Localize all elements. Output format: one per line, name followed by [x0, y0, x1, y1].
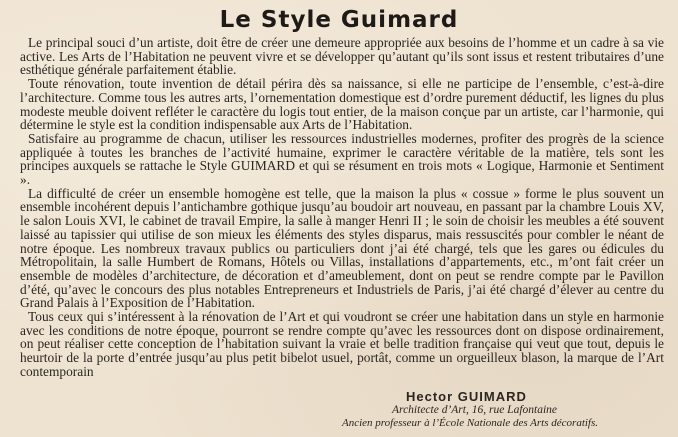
paragraph-4: La difficulté de créer un ensemble homogène est telle, que la maison la plus « cossue » forme le plus souvent un ensemble incohérent depuis l’antichambre gothique jusqu’au boudoir art nouveau, en passant par la chambre Louis XV, le salon Louis XVI, le cabinet de travail Empire, la salle à manger Henri II ; le soin de choisir les meubles a été souvent laissé au tapissier qui utilise de son mieux les éléments des styles disparus, mais ressuscités pour combler le néant de notre époque. Les nombreux travaux publics ou particuliers dont j’ai été chargé, tels que les gares ou édicules du Métropolitain, la salle Humbert de Romans, Hôtels ou Villas, installations d’appartements, etc., m’ont fait créer un ensemble de modèles d’architecture, de décoration et d’ameublement, dont on peut se rendre compte par le Pavillon d’été, qu’avec le concours des plus notables Entrepreneurs et Industriels de Paris, j’ai été chargé d’élever au centre du Grand Palais à l’Exposition de l’Habitation.: [20, 185, 664, 311]
paragraph-1: Le principal souci d’un artiste, doit être de créer une demeure appropriée aux besoins de l’homme et un cadre à sa vie active. Les Arts de l’Habitation ne peuvent vivre et se développer qu’autant qu’ils sont issus et restent tributaires d’une esthétique générale parfaitement établie.: [20, 35, 664, 78]
document-title: Le Style Guimard: [219, 7, 459, 33]
signature-title: Ancien professeur à l’École Nationale des Arts décoratifs.: [342, 417, 599, 429]
signature-address: Architecte d’Art, 16, rue Lafontaine: [392, 404, 558, 416]
paragraph-3: Satisfaire au programme de chacun, utiliser les ressources industrielles modernes, profiter des progrès de la science appliquée à toutes les branches de l’activité humaine, exprimer le caractère véritable de la matière, tels sont les principes auxquels se rattache le Style GUIMARD et qui se résument en trois mots « Logique, Harmonie et Sentiment ».: [20, 130, 664, 188]
paragraph-5: Tous ceux qui s’intéressent à la rénovation de l’Art et qui voudront se créer une habitation dans un style en harmonie avec les conditions de notre époque, pourront se rendre compte qu’avec les ressources dont on dispose ordinairement, on peut réaliser cette conception de l’habitation suivant la vraie et belle tradition française qui veut que tout, depuis le heurtoir de la porte d’entrée jusqu’au plus petit bibelot usuel, portât, comme un orgueilleux blason, la marque de l’Art contemporain: [20, 309, 664, 379]
signature-name: Hector GUIMARD: [406, 389, 527, 404]
paragraph-2: Toute rénovation, toute invention de détail périra dès sa naissance, si elle ne participe de l’ensemble, c’est-à-dire l’architecture. Comme tous les autres arts, l’ornementation domestique est d’ordre purement déductif, les lignes du plus modeste meuble doivent refléter le caractère du logis tout entier, de la maison conçue par un artiste, car l’harmonie, qui détermine le style est la condition indispensable aux Arts de l’Habitation.: [20, 76, 664, 133]
signature-block: [336, 389, 666, 430]
